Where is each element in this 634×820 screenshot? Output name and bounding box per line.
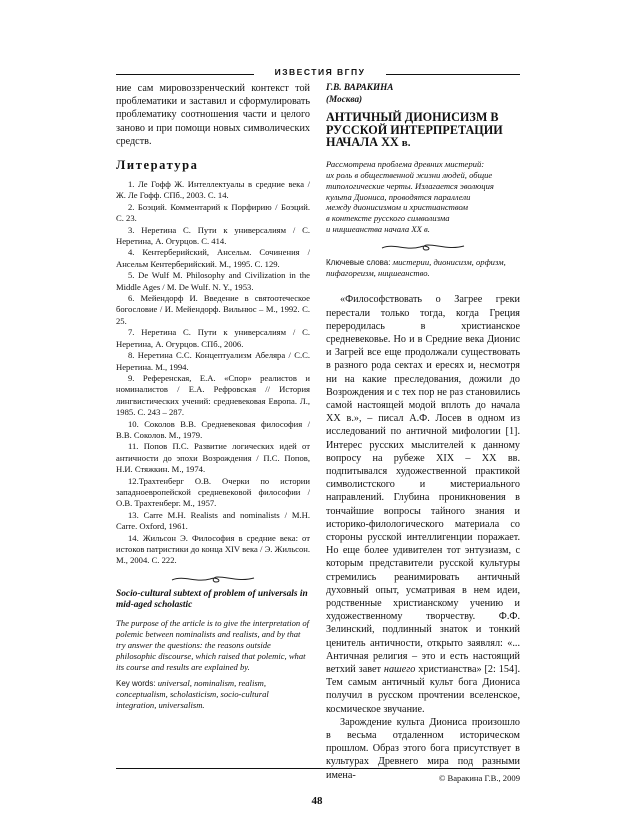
page-number: 48 bbox=[311, 795, 323, 807]
right-column bbox=[326, 82, 520, 782]
journal-running-header: ИЗВЕСТИЯ ВГПУ bbox=[274, 67, 366, 77]
decorative-divider-icon bbox=[380, 242, 466, 252]
author-name: Г.В. ВАРАКИНА bbox=[326, 82, 394, 92]
reference-item: 4. Кентерберийский, Ансельм. Сочинения / Ансельм Кентерберийский. М., 1995. С. 129. bbox=[116, 247, 310, 269]
reference-item: 5. De Wulf M. Philosophy and Civilization in the Middle Ages / M. De Wulf. N. Y., 1953. bbox=[116, 270, 310, 292]
header-rule-right bbox=[386, 74, 520, 75]
keywords-label: Ключевые слова: bbox=[326, 258, 391, 268]
reference-list bbox=[116, 179, 310, 567]
english-abstract: The purpose of the article is to give the interpretation of polemic between nominalists and realists, and by that try answer the questions: the reasons outside philosophic discourse, which raised that polemic, what its course and results are explained by. bbox=[116, 617, 310, 673]
decorative-divider-icon bbox=[170, 574, 256, 584]
article-title bbox=[326, 111, 520, 150]
abstract-line: и ницшеанства начала XX в. bbox=[326, 224, 430, 235]
article-title-line: АНТИЧНЫЙ ДИОНИСИЗМ В bbox=[326, 110, 499, 124]
body-paragraph: Зарождение культа Диониса произошло в весьма отдаленном историческом прошлом. Образ этого бога присутствует в культурах Древнего мира под разными имена- bbox=[326, 716, 520, 781]
reference-item: 9. Референская, Е.А. «Спор» реалистов и номиналистов / Е.А. Рефровская // История лингвистических учений: средневековая Европа. Л., 1985. С. 243 – 287. bbox=[116, 372, 310, 418]
emphasized-word: нашего bbox=[383, 664, 416, 675]
author-city: (Москва) bbox=[326, 93, 363, 104]
english-article-title: Socio-cultural subtext of problem of universals in mid-aged scholastic bbox=[116, 588, 308, 611]
abstract-line: их роль в общественной жизни людей, общие bbox=[326, 169, 493, 180]
reference-item: 7. Неретина С. Пути к универсалиям / С. Неретина, А. Огурцов. СПб., 2006. bbox=[116, 327, 310, 349]
reference-item: 1. Ле Гофф Ж. Интеллектуалы в средние века / Ж. Ле Гофф. СПб., 2003. С. 14. bbox=[116, 179, 310, 201]
copyright-notice: © Варакина Г.В., 2009 bbox=[438, 773, 520, 783]
reference-item: 14. Жильсон Э. Философия в средние века: от истоков патристики до конца XIV века / Э. Жильсон. М., 2004. С. 222. bbox=[116, 532, 310, 566]
footer-rule bbox=[116, 768, 520, 769]
reference-item: 10. Соколов В.В. Средневековая философия / В.В. Соколов. М., 1979. bbox=[116, 418, 310, 440]
reference-item: 8. Неретина С.С. Концептуализм Абеляра / С.С. Неретина. М., 1994. bbox=[116, 350, 310, 372]
reference-item: 2. Боэций. Комментарий к Порфирию / Боэций. С. 23. bbox=[116, 201, 310, 224]
literature-heading: Литература bbox=[116, 158, 199, 173]
left-column bbox=[116, 82, 310, 712]
article-title-line: НАЧАЛА XX bbox=[326, 135, 399, 150]
abstract-line: Рассмотрена проблема древних мистерий: bbox=[326, 158, 485, 169]
abstract-line: между дионисизмом и христианством bbox=[326, 202, 468, 213]
reference-item: 13. Carre M.H. Realists and nominalists / M.H. Carre. Oxford, 1961. bbox=[116, 509, 310, 532]
reference-item: 12.Трахтенберг О.В. Очерки по истории западноевропейской средневековой философии / О.В. Трахтенберг. М., 1957. bbox=[116, 475, 310, 509]
reference-item: 11. Попов П.С. Развитие логических идей от античности до эпохи Возрождения / П.С. Попов, Н.И. Стяжкин. М., 1974. bbox=[116, 441, 310, 475]
abstract-line: типологические черты. Излагается эволюция bbox=[326, 180, 494, 191]
keywords-text: мистерии, дионисизм, орфизм, пифагореизм, ницшеанство. bbox=[326, 257, 506, 279]
russian-keywords bbox=[326, 257, 520, 279]
reference-item: 6. Мейендорф И. Введение в святоотеческое богословие / И. Мейендорф. Вильнюс – М., 1992. С. 25. bbox=[116, 293, 310, 326]
keywords-text: universal, nominalism, realism, conceptualism, scholasticism, socio-cultural integration, universalism. bbox=[116, 678, 269, 711]
russian-abstract bbox=[326, 159, 520, 235]
keywords-label: Key words: bbox=[116, 679, 156, 689]
header-rule-left bbox=[116, 74, 254, 75]
article-title-line: РУССКОЙ ИНТЕРПРЕТАЦИИ bbox=[326, 122, 503, 137]
reference-item: 3. Неретина С. Пути к универсалиям / С. Неретина, А. Огурцов. С. 414. bbox=[116, 224, 310, 247]
english-keywords bbox=[116, 678, 310, 711]
previous-article-ending: ние сам мировоззренческий контекст той проблематики и заставил и сформулировать проблематику соотношения части и целого заново и при помощи новых символических средств. bbox=[116, 83, 310, 147]
body-text: «Философствовать о Загрее греки перестали только тогда, когда Греция переродилась в христианское средневековье. Но и в Средние века Дионис и Загрей все еще продолжали существовать в разного рода сектах и ересях и, несмотря ни на какие преследования, дожили до Возрождения и с тех пор не раз становились самой настоящей модой вплоть до начала XX в.», – писал А.Ф. Лосев в одном из исследований по античной мифологии [1]. Интерес русских мыслителей к данному вопросу на рубеже XIX – XX вв. подпитывался художественной практикой символистского и мистериального направлений. Глубина проникновения в тончайшие вопросы тайного знания и историко-филологического материала со стороны русской интеллигенции поражает. Но еще более удивителен тот энтузиазм, с которым представители русской культуры стремились реанимировать античный духовный опыт, усматривая в нем идеи, родственные христианскому учению и художественному творчеству. Ф.Ф. Зелинский, подлинный знаток и тонкий ценитель античности, открыто заявлял: «... Античная религия – это и есть настоящий ветхий завет bbox=[326, 294, 520, 675]
article-body bbox=[326, 293, 520, 782]
body-text: христианства» [2: 154]. Тем самым античный культ бога Диониса получил в русском прочтении вселенское, космическое звучание. bbox=[326, 664, 521, 715]
abstract-line: культа Диониса, проводятся параллели bbox=[326, 191, 471, 202]
body-paragraph bbox=[326, 293, 520, 716]
abstract-line: в контексте русского символизма bbox=[326, 213, 450, 224]
article-title-suffix: в. bbox=[401, 137, 411, 150]
